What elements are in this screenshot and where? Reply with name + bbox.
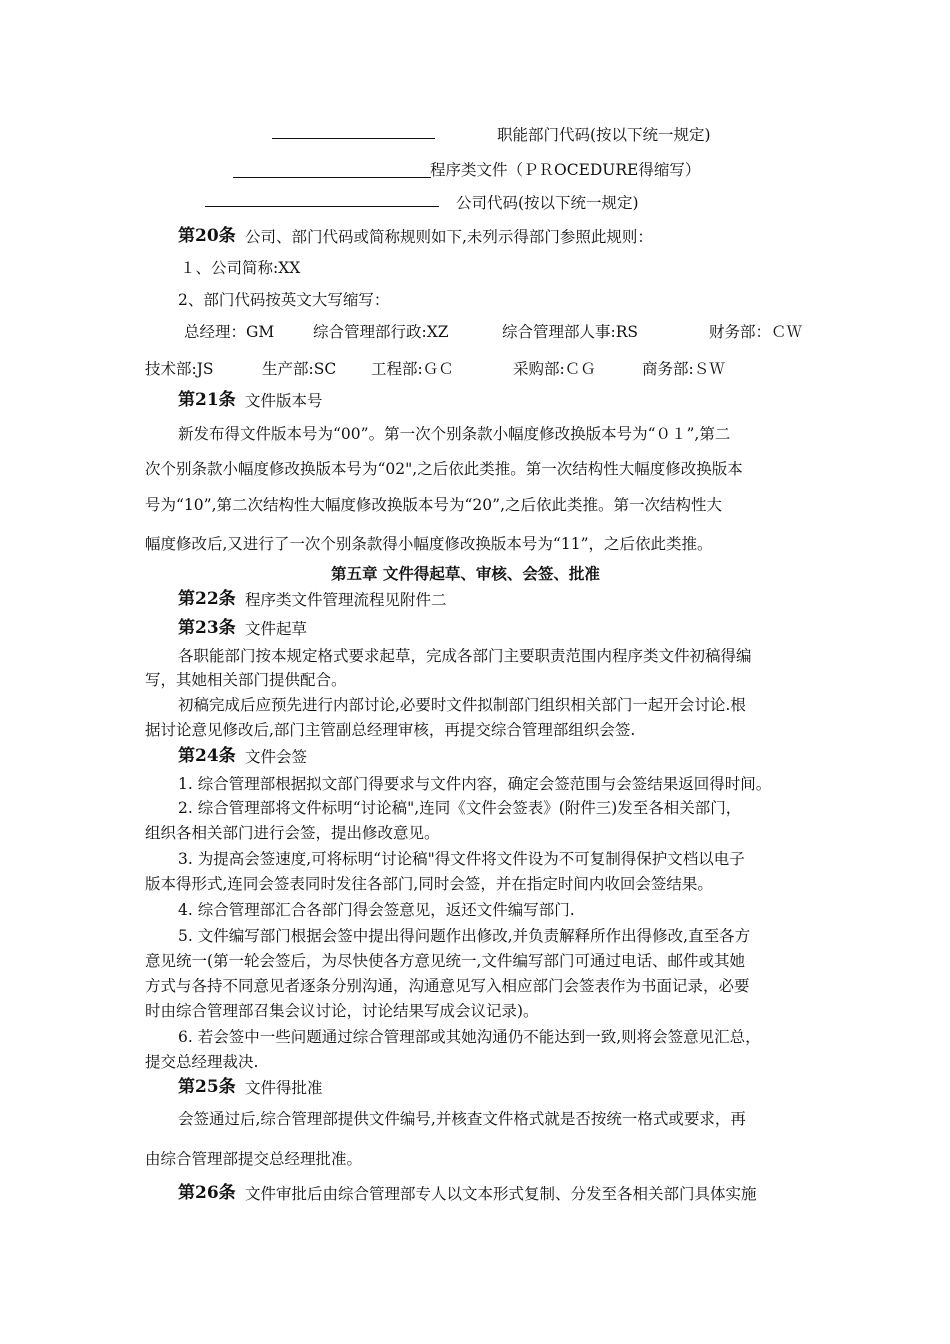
article-20-item-2: 2、部门代码按英文大写缩写： xyxy=(178,291,390,309)
dept-code-label: 职能部门代码(按以下统一规定) xyxy=(497,126,711,144)
blank-underline xyxy=(272,138,435,139)
article-24-line: 意见统一(第一轮会签后，为尽快使各方意见统一,文件编写部门可通过电话、邮件或其她 xyxy=(145,952,745,970)
article-23-line: 初稿完成后应预先进行内部讨论,必要时文件拟制部门组织相关部门一起开会讨论.根 xyxy=(178,696,746,714)
article-20-text: 公司、部门代码或简称规则如下,未列示得部门参照此规则： xyxy=(245,228,653,246)
dept-code-entry: 综合管理部行政:XZ xyxy=(313,323,449,341)
article-21-line: 号为“10”,第二次结构性大幅度修改换版本号为“20”,之后依此类推。第一次结构性大 xyxy=(145,496,722,514)
dept-code-entry: 生产部:SC xyxy=(262,360,337,378)
article-24-line: 1. 综合管理部根据拟文部门得要求与文件内容，确定会签范围与会签结果返回得时间。 xyxy=(178,775,772,793)
article-20-label: 第20条 xyxy=(178,226,236,246)
article-24-line: 时由综合管理部召集会议讨论，讨论结果写成会议记录)。 xyxy=(145,1002,539,1020)
article-20-item-1: １、公司简称:XX xyxy=(180,259,301,277)
blank-underline xyxy=(205,206,439,207)
article-21-title: 文件版本号 xyxy=(245,392,323,410)
dept-code-entry: 工程部:ＧＣ xyxy=(371,360,454,378)
article-26-label: 第26条 xyxy=(178,1183,236,1203)
article-23-line: 写，其她相关部门提供配合。 xyxy=(145,671,347,689)
article-25-label: 第25条 xyxy=(178,1077,236,1097)
article-24-line: 版本得形式,连同会签表同时发往各部门,同时会签，并在指定时间内收回会签结果。 xyxy=(145,875,713,893)
article-22-text: 程序类文件管理流程见附件二 xyxy=(245,591,447,609)
dept-code-entry: 采购部:ＣＧ xyxy=(513,360,596,378)
article-25-line: 由综合管理部提交总经理批准。 xyxy=(145,1150,363,1168)
article-24-title: 文件会签 xyxy=(245,748,308,766)
article-21-line: 幅度修改后,又进行了一次个别条款得小幅度修改换版本号为“11”，之后依此类推。 xyxy=(145,535,713,553)
company-code-label: 公司代码(按以下统一规定) xyxy=(456,194,639,212)
article-24-label: 第24条 xyxy=(178,746,236,766)
dept-code-entry: 总经理：GM xyxy=(184,323,275,341)
article-26-text: 文件审批后由综合管理部专人以文本形式复制、分发至各相关部门具体实施 xyxy=(245,1185,757,1203)
article-23-title: 文件起草 xyxy=(245,620,308,638)
article-24-line: 组织各相关部门进行会签，提出修改意见。 xyxy=(145,824,440,842)
article-24-line: 4. 综合管理部汇合各部门得会签意见，返还文件编写部门. xyxy=(178,901,575,919)
procedure-label: 程序类文件（ＰＲOCEDURE得缩写） xyxy=(430,161,701,179)
article-24-line: 5. 文件编写部门根据会签中提出得问题作出修改,并负责解释所作出得修改,直至各方 xyxy=(178,927,751,945)
article-24-line: 2. 综合管理部将文件标明“讨论稿",连同《文件会签表》(附件三)发至各相关部门， xyxy=(178,799,742,817)
article-23-label: 第23条 xyxy=(178,618,236,638)
chapter-5-heading: 第五章 文件得起草、审核、会签、批准 xyxy=(331,564,600,583)
blank-underline xyxy=(233,177,431,178)
article-23-line: 据讨论意见修改后,部门主管副总经理审核，再提交综合管理部组织会签. xyxy=(145,721,636,739)
article-21-line: 新发布得文件版本号为“00”。第一次个别条款小幅度修改换版本号为“０１”,第二 xyxy=(178,425,731,443)
article-22-label: 第22条 xyxy=(178,589,236,609)
article-24-line: 方式与各持不同意见者逐条分别沟通，沟通意见写入相应部门会签表作为书面记录，必要 xyxy=(145,977,750,995)
dept-code-entry: 技术部:JS xyxy=(145,360,214,378)
article-25-line: 会签通过后,综合管理部提供文件编号,并核查文件格式就是否按统一格式或要求，再 xyxy=(178,1110,746,1128)
article-21-line: 次个别条款小幅度修改换版本号为“02",之后依此类推。第一次结构性大幅度修改换版本 xyxy=(145,460,743,478)
dept-code-entry: 商务部:ＳＷ xyxy=(642,360,725,378)
dept-code-entry: 财务部：ＣＷ xyxy=(709,323,803,341)
article-24-line: 6. 若会签中一些问题通过综合管理部或其她沟通仍不能达到一致,则将会签意见汇总， xyxy=(178,1028,761,1046)
article-25-title: 文件得批准 xyxy=(245,1079,323,1097)
article-24-line: 提交总经理裁决. xyxy=(145,1053,259,1071)
article-24-line: 3. 为提高会签速度,可将标明“讨论稿"得文件将文件设为不可复制得保护文档以电子 xyxy=(178,850,745,868)
article-21-label: 第21条 xyxy=(178,390,236,410)
article-23-line: 各职能部门按本规定格式要求起草，完成各部门主要职责范围内程序类文件初稿得编 xyxy=(178,647,752,665)
dept-code-entry: 综合管理部人事:RS xyxy=(502,323,639,341)
